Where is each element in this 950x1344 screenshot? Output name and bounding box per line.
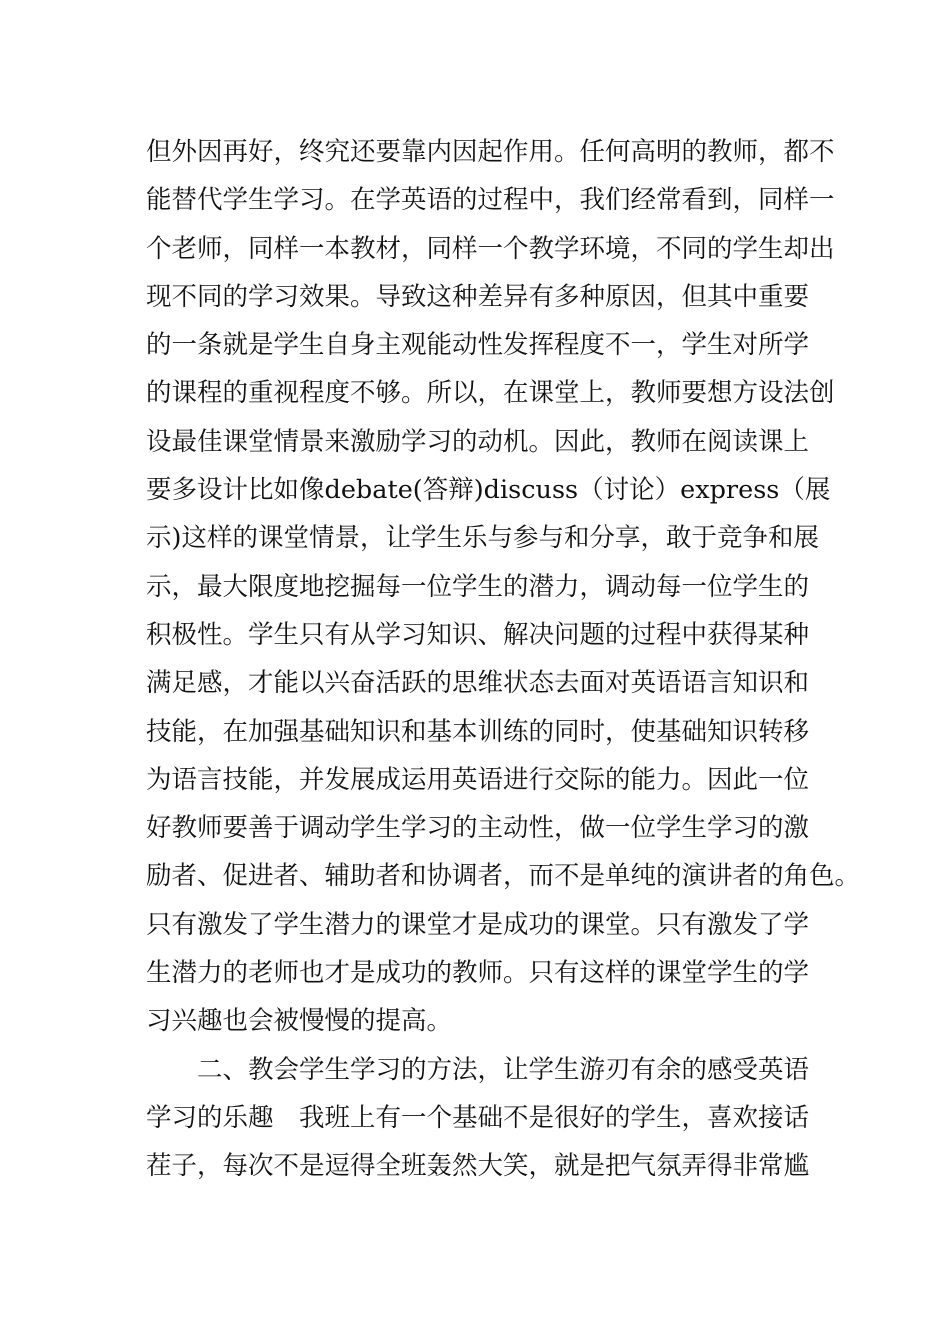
text-line: 的一条就是学生自身主观能动性发挥程度不一，学生对所学 [146,330,810,361]
text-line: 满足感，才能以兴奋活跃的思维状态去面对英语语言知识和 [146,668,810,699]
text-line: 只有激发了学生潜力的课堂才是成功的课堂。只有激发了学 [146,909,810,940]
text-line: 为语言技能，并发展成运用英语进行交际的能力。因此一位 [146,764,810,795]
text-line: 积极性。学生只有从学习知识、解决问题的过程中获得某种 [146,619,810,650]
text-line: 励者、促进者、辅助者和协调者，而不是单纯的演讲者的角色。 [146,861,861,892]
text-line: 要多设计比如像debate(答辩)discuss（讨论）express（展 [146,475,831,506]
text-line: 生潜力的老师也才是成功的教师。只有这样的课堂学生的学 [146,958,810,989]
body-text [146,128,861,1191]
text-line: 但外因再好，终究还要靠内因起作用。任何高明的教师，都不 [146,137,835,167]
text-line: 设最佳课堂情景来激励学习的动机。因此，教师在阅读课上 [146,426,810,457]
text-line: 示，最大限度地挖掘每一位学生的潜力，调动每一位学生的 [146,571,810,602]
text-line: 能替代学生学习。在学英语的过程中，我们经常看到，同样一 [146,185,835,216]
text-line: 示)这样的课堂情景，让学生乐与参与和分享，敢于竞争和展 [146,523,819,554]
text-line: 技能，在加强基础知识和基本训练的同时，使基础知识转移 [146,716,810,747]
text-line: 二、教会学生学习的方法，让学生游刃有余的感受英语 [146,1054,810,1085]
text-line: 个老师，同样一本教材，同样一个教学环境，不同的学生却出 [146,233,835,264]
text-line: 茬子，每次不是逗得全班轰然大笑，就是把气氛弄得非常尴 [146,1151,810,1182]
text-line: 好教师要善于调动学生学习的主动性，做一位学生学习的激 [146,813,810,844]
text-line: 学习的乐趣 我班上有一个基础不是很好的学生，喜欢接话 [146,1102,810,1133]
text-line: 的课程的重视程度不够。所以，在课堂上，教师要想方设法创 [146,378,835,409]
text-line: 现不同的学习效果。导致这种差异有多种原因，但其中重要 [146,281,810,312]
text-line: 习兴趣也会被慢慢的提高。 [146,1006,453,1037]
